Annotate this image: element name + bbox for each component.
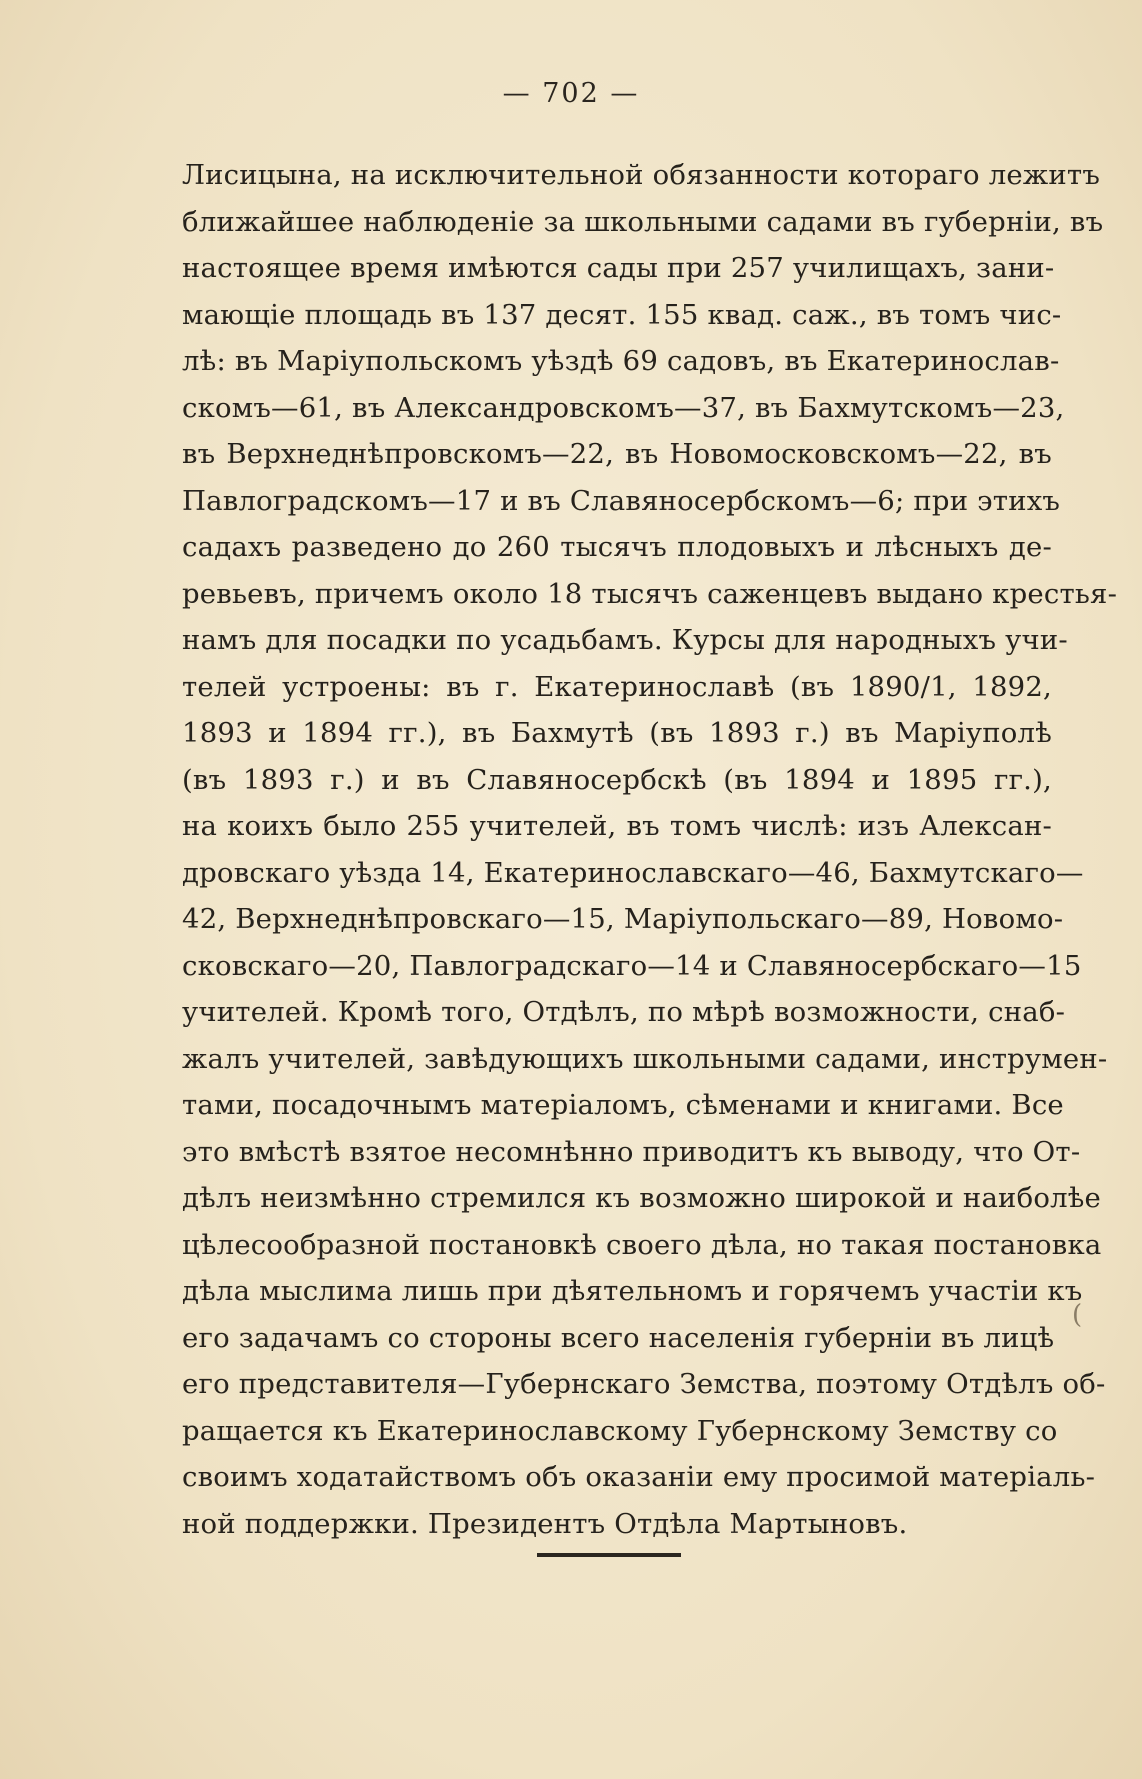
text-line-last: ной поддержки. Президентъ Отдѣла Мартыновъ. <box>182 1507 908 1540</box>
text-line: его представителя—Губернскаго Земства, поэтому Отдѣлъ об- <box>182 1368 1106 1400</box>
text-line: ращается къ Екатеринославскому Губернскому Земству со <box>182 1414 1058 1447</box>
closing-rule <box>537 1553 681 1557</box>
text-line: сковскаго—20, Павлоградскаго—14 и Славяносербскаго—15 <box>182 949 1082 982</box>
text-line: жалъ учителей, завѣдующихъ школьными садами, инструмен- <box>182 1042 1108 1075</box>
text-line: ревьевъ, причемъ около 18 тысячъ саженцевъ выдано крестья- <box>182 577 1118 610</box>
text-line: настоящее время имѣются сады при 257 училищахъ, зани- <box>182 252 1055 284</box>
text-line: учителей. Кромѣ того, Отдѣлъ, по мѣрѣ возможности, снаб- <box>182 996 1066 1028</box>
text-line: (въ 1893 г.) и въ Славяносербскѣ (въ 1894 и 1895 гг.), <box>182 763 1052 796</box>
text-line: Павлоградскомъ—17 и въ Славяносербскомъ—6; при этихъ <box>182 484 1061 517</box>
text-line: 42, Верхнеднѣпровскаго—15, Маріупольскаго—89, Новомо- <box>182 903 1064 935</box>
text-line: лѣ: въ Маріупольскомъ уѣздѣ 69 садовъ, въ Екатеринослав- <box>182 345 1060 377</box>
text-line: телей устроены: въ г. Екатеринославѣ (въ 1890/1, 1892, <box>182 670 1052 703</box>
text-line: намъ для посадки по усадьбамъ. Курсы для народныхъ учи- <box>182 624 1068 656</box>
text-line: ближайшее наблюденіе за школьными садами въ губерніи, въ <box>182 205 1104 238</box>
margin-mark: ( <box>1072 1300 1083 1330</box>
text-line: мающіе площадь въ 137 десят. 155 квад. саж., въ томъ чис- <box>182 298 1062 331</box>
text-line: дровскаго уѣзда 14, Екатеринославскаго—46, Бахмутскаго— <box>182 856 1084 889</box>
text-line: цѣлесообразной постановкѣ своего дѣла, но такая постановка <box>182 1228 1102 1261</box>
text-line: Лисицына, на исключительной обязанности котораго лежитъ <box>182 159 1101 191</box>
text-line: дѣла мыслима лишь при дѣятельномъ и горячемъ участіи къ <box>182 1275 1083 1307</box>
text-line: своимъ ходатайствомъ объ оказаніи ему просимой матеріаль- <box>182 1461 1096 1493</box>
text-line: 1893 и 1894 гг.), въ Бахмутѣ (въ 1893 г.) въ Маріуполѣ <box>182 717 1052 749</box>
text-line: это вмѣстѣ взятое несомнѣнно приводитъ къ выводу, что От- <box>182 1135 1081 1168</box>
text-line: въ Верхнеднѣпровскомъ—22, въ Новомосковскомъ—22, въ <box>182 438 1052 470</box>
text-line: его задачамъ со стороны всего населенія губерніи въ лицѣ <box>182 1321 1055 1354</box>
text-line: скомъ—61, въ Александровскомъ—37, въ Бахмутскомъ—23, <box>182 391 1065 424</box>
text-line: тами, посадочнымъ матеріаломъ, сѣменами и книгами. Все <box>182 1089 1064 1121</box>
text-line: дѣлъ неизмѣнно стремился къ возможно широкой и наиболѣе <box>182 1182 1102 1214</box>
body-text <box>182 152 1118 1547</box>
page-number: — 702 — <box>502 78 640 109</box>
text-line: садахъ разведено до 260 тысячъ плодовыхъ и лѣсныхъ де- <box>182 531 1052 563</box>
text-line: на коихъ было 255 учителей, въ томъ числѣ: изъ Алексан- <box>182 810 1052 842</box>
